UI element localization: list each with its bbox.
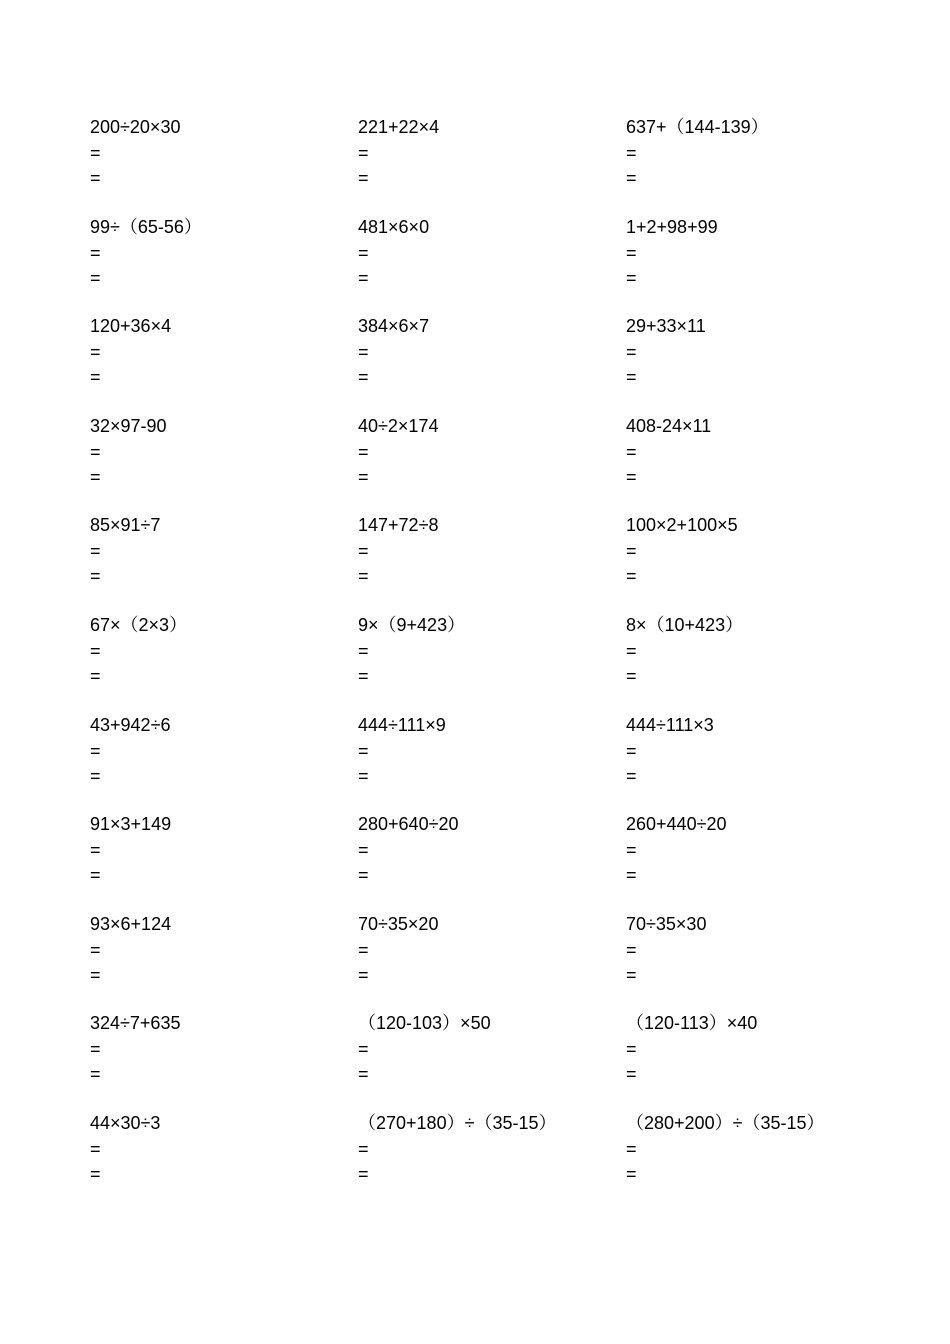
problem-item xyxy=(358,512,608,589)
answer-line-1: = xyxy=(90,342,101,362)
problem-item xyxy=(626,512,876,589)
problem-item xyxy=(626,1110,876,1187)
answer-line-2: = xyxy=(90,467,101,487)
answer-line-2: = xyxy=(626,666,637,686)
answer-line-1: = xyxy=(358,342,369,362)
answer-line-2: = xyxy=(358,1064,369,1084)
problem-item xyxy=(626,114,876,191)
problem-item xyxy=(90,512,340,589)
problem-expression: 260+440÷20 xyxy=(626,814,727,834)
answer-line-2: = xyxy=(358,1164,369,1184)
answer-line-2: = xyxy=(90,566,101,586)
answer-line-1: = xyxy=(90,940,101,960)
answer-line-2: = xyxy=(626,268,637,288)
answer-line-1: = xyxy=(358,1039,369,1059)
problem-expression: 200÷20×30 xyxy=(90,117,181,137)
answer-line-1: = xyxy=(626,442,637,462)
problem-item xyxy=(358,712,608,789)
answer-line-1: = xyxy=(626,243,637,263)
answer-line-1: = xyxy=(90,641,101,661)
problem-item xyxy=(626,811,876,888)
answer-line-1: = xyxy=(626,940,637,960)
problem-item xyxy=(358,612,608,689)
answer-line-2: = xyxy=(90,666,101,686)
problem-item xyxy=(90,413,340,490)
answer-line-2: = xyxy=(626,566,637,586)
answer-line-2: = xyxy=(358,168,369,188)
answer-line-1: = xyxy=(90,741,101,761)
problem-expression: 1+2+98+99 xyxy=(626,217,718,237)
answer-line-1: = xyxy=(90,143,101,163)
answer-line-2: = xyxy=(358,367,369,387)
problem-expression: 481×6×0 xyxy=(358,217,430,237)
answer-line-2: = xyxy=(626,865,637,885)
answer-line-1: = xyxy=(626,840,637,860)
answer-line-1: = xyxy=(626,342,637,362)
answer-line-2: = xyxy=(90,1064,101,1084)
answer-line-2: = xyxy=(626,467,637,487)
problem-item xyxy=(358,413,608,490)
problem-item xyxy=(626,413,876,490)
problem-item xyxy=(358,114,608,191)
answer-line-1: = xyxy=(626,741,637,761)
problem-item xyxy=(626,214,876,291)
problem-expression: 384×6×7 xyxy=(358,316,430,336)
problem-item xyxy=(626,612,876,689)
answer-line-2: = xyxy=(90,367,101,387)
answer-line-2: = xyxy=(358,566,369,586)
problem-expression: 444÷111×3 xyxy=(626,715,714,735)
answer-line-1: = xyxy=(90,1139,101,1159)
answer-line-1: = xyxy=(90,442,101,462)
answer-line-1: = xyxy=(626,641,637,661)
problem-item xyxy=(90,313,340,390)
problem-expression: 93×6+124 xyxy=(90,914,172,934)
answer-line-2: = xyxy=(626,965,637,985)
answer-line-1: = xyxy=(626,1139,637,1159)
problem-item xyxy=(358,811,608,888)
problem-expression: 120+36×4 xyxy=(90,316,172,336)
answer-line-2: = xyxy=(358,865,369,885)
answer-line-2: = xyxy=(90,865,101,885)
answer-line-1: = xyxy=(358,641,369,661)
answer-line-1: = xyxy=(358,541,369,561)
problem-expression: 99÷（65-56） xyxy=(90,217,202,237)
problem-item xyxy=(626,911,876,988)
problem-item xyxy=(90,214,340,291)
problem-expression: 444÷111×9 xyxy=(358,715,446,735)
answer-line-1: = xyxy=(358,143,369,163)
answer-line-2: = xyxy=(358,666,369,686)
answer-line-2: = xyxy=(90,168,101,188)
answer-line-2: = xyxy=(358,766,369,786)
answer-line-2: = xyxy=(626,1164,637,1184)
answer-line-2: = xyxy=(90,268,101,288)
problem-expression: （280+200）÷（35-15） xyxy=(626,1113,825,1133)
answer-line-1: = xyxy=(626,143,637,163)
problem-expression: 32×97-90 xyxy=(90,416,167,436)
answer-line-2: = xyxy=(626,766,637,786)
problem-item xyxy=(358,1110,608,1187)
problem-item xyxy=(90,612,340,689)
problem-expression: 67×（2×3） xyxy=(90,615,188,635)
answer-line-2: = xyxy=(358,467,369,487)
problem-item xyxy=(90,1110,340,1187)
answer-line-1: = xyxy=(358,940,369,960)
problem-item xyxy=(358,1010,608,1087)
answer-line-1: = xyxy=(358,1139,369,1159)
problem-expression: 70÷35×20 xyxy=(358,914,439,934)
problem-expression: 85×91÷7 xyxy=(90,515,161,535)
problem-expression: 637+（144-139） xyxy=(626,117,769,137)
answer-line-2: = xyxy=(358,268,369,288)
answer-line-2: = xyxy=(626,367,637,387)
problem-item xyxy=(90,911,340,988)
problem-expression: 91×3+149 xyxy=(90,814,172,834)
problem-expression: 29+33×11 xyxy=(626,316,706,336)
problem-expression: 43+942÷6 xyxy=(90,715,171,735)
answer-line-2: = xyxy=(90,1164,101,1184)
problem-expression: （270+180）÷（35-15） xyxy=(358,1113,557,1133)
answer-line-1: = xyxy=(626,541,637,561)
problem-expression: 280+640÷20 xyxy=(358,814,459,834)
answer-line-2: = xyxy=(90,766,101,786)
answer-line-1: = xyxy=(90,541,101,561)
problem-item xyxy=(90,114,340,191)
problem-expression: 8×（10+423） xyxy=(626,615,744,635)
problem-expression: 324÷7+635 xyxy=(90,1013,181,1033)
problem-item xyxy=(90,712,340,789)
answer-line-1: = xyxy=(90,243,101,263)
answer-line-1: = xyxy=(358,442,369,462)
problem-expression: （120-103）×50 xyxy=(358,1013,491,1033)
problem-item xyxy=(626,712,876,789)
problem-item xyxy=(90,1010,340,1087)
problem-item xyxy=(626,313,876,390)
problem-item xyxy=(626,1010,876,1087)
problem-expression: 44×30÷3 xyxy=(90,1113,161,1133)
answer-line-1: = xyxy=(358,741,369,761)
problem-expression: （120-113）×40 xyxy=(626,1013,758,1033)
answer-line-1: = xyxy=(90,840,101,860)
problem-expression: 100×2+100×5 xyxy=(626,515,738,535)
problem-expression: 9×（9+423） xyxy=(358,615,466,635)
answer-line-2: = xyxy=(626,168,637,188)
problem-expression: 147+72÷8 xyxy=(358,515,439,535)
problem-expression: 70÷35×30 xyxy=(626,914,707,934)
problem-item xyxy=(358,911,608,988)
answer-line-1: = xyxy=(358,840,369,860)
problem-item xyxy=(358,313,608,390)
problem-expression: 221+22×4 xyxy=(358,117,440,137)
answer-line-2: = xyxy=(626,1064,637,1084)
problem-item xyxy=(358,214,608,291)
problem-expression: 40÷2×174 xyxy=(358,416,439,436)
answer-line-1: = xyxy=(90,1039,101,1059)
problem-item xyxy=(90,811,340,888)
answer-line-1: = xyxy=(626,1039,637,1059)
problem-expression: 408-24×11 xyxy=(626,416,712,436)
answer-line-1: = xyxy=(358,243,369,263)
answer-line-2: = xyxy=(90,965,101,985)
answer-line-2: = xyxy=(358,965,369,985)
